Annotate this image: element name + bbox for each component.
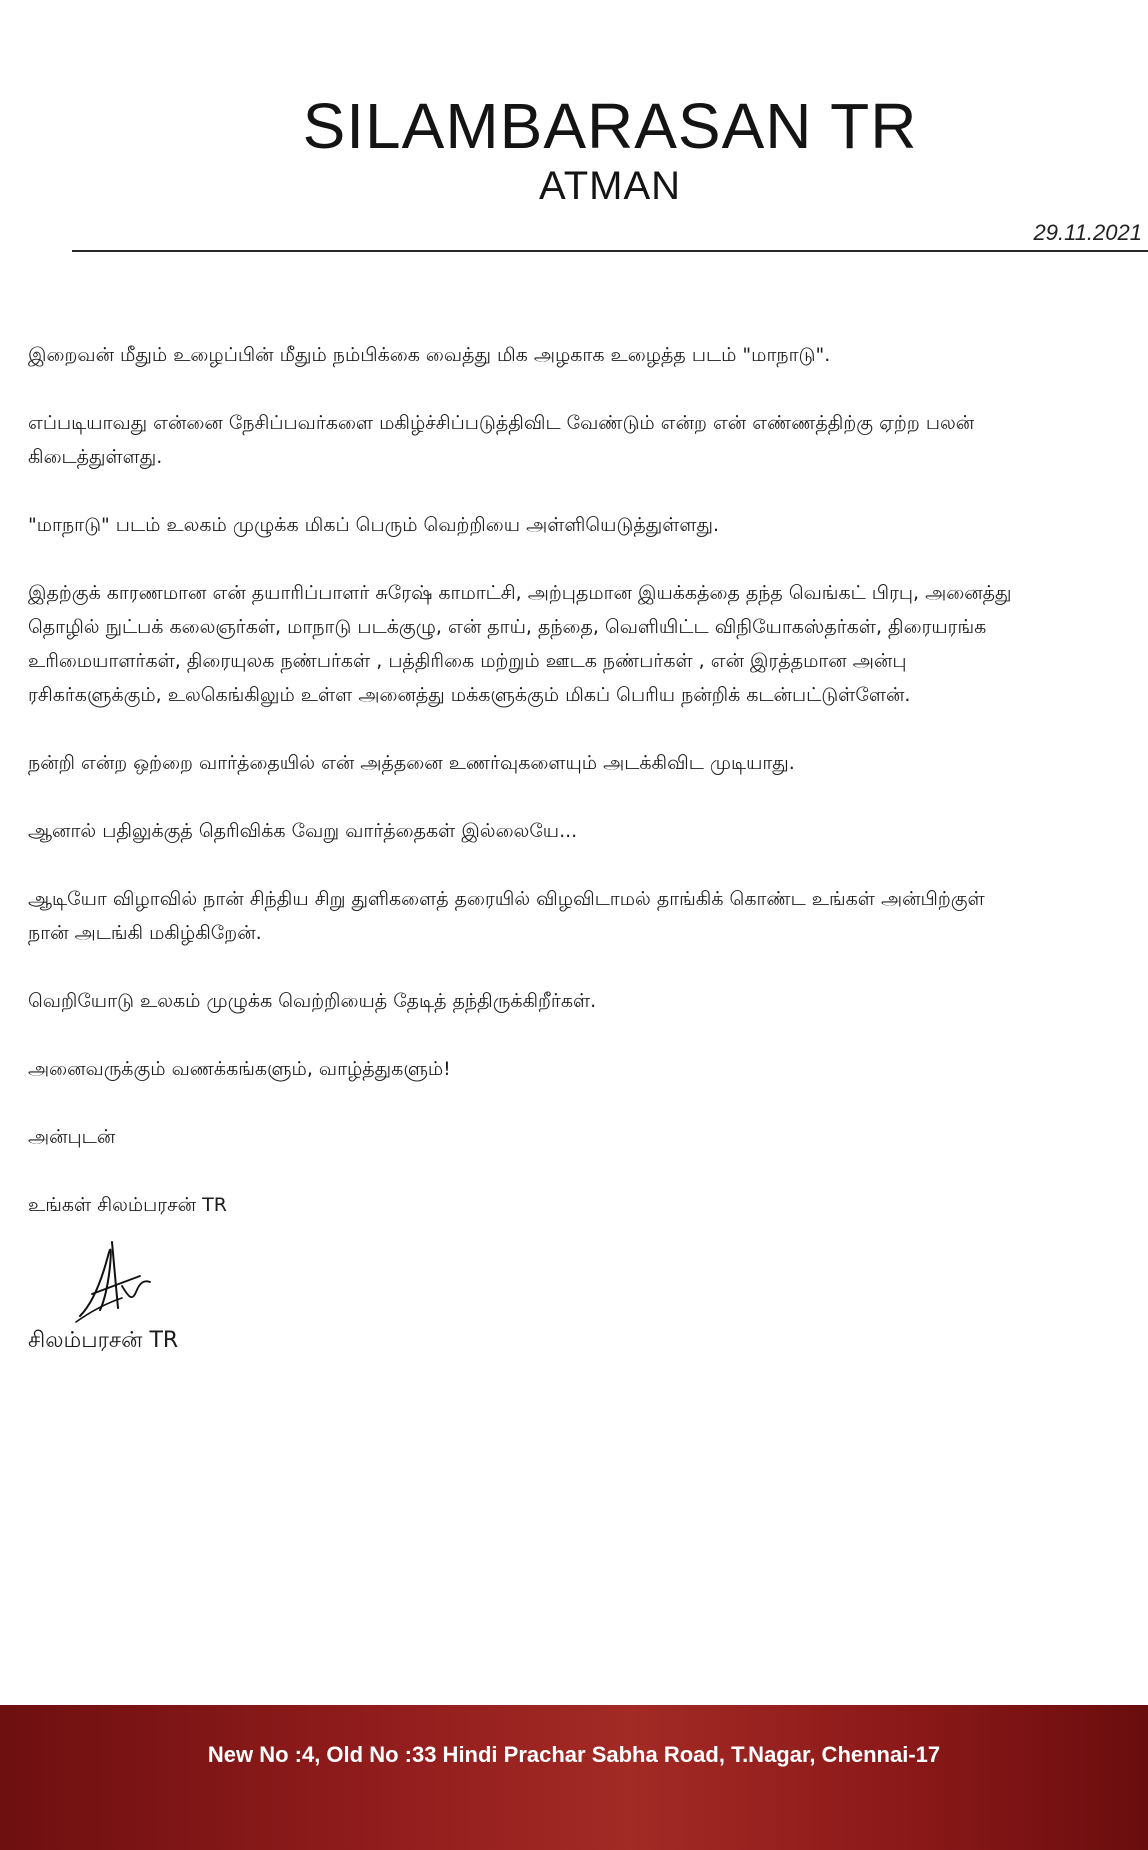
paragraph-line: கிடைத்துள்ளது. xyxy=(28,446,163,468)
paragraph xyxy=(28,406,1148,474)
paragraph-line: நான் அடங்கி மகிழ்கிறேன். xyxy=(28,922,262,944)
closing: அன்புடன் xyxy=(28,1126,116,1148)
letter-body xyxy=(28,338,1148,1222)
footer-band xyxy=(0,1705,1148,1850)
paragraph-line: இறைவன் மீதும் உழைப்பின் மீதும் நம்பிக்கை வைத்து மிக அழகாக உழைத்த படம் "மாநாடு". xyxy=(28,344,831,366)
paragraph xyxy=(28,338,1148,372)
paragraph xyxy=(28,984,1148,1018)
letterhead-name: SILAMBARASAN TR xyxy=(302,90,918,162)
paragraph-line: அனைவருக்கும் வணக்கங்களும், வாழ்த்துகளும்! xyxy=(28,1058,451,1080)
paragraph xyxy=(28,746,1148,780)
paragraph-line: வெறியோடு உலகம் முழுக்க வெற்றியைத் தேடித் தந்திருக்கிறீர்கள். xyxy=(28,990,597,1012)
paragraph-line: ரசிகர்களுக்கும், உலகெங்கிலும் உள்ள அனைத்து மக்களுக்கும் மிகப் பெரிய நன்றிக் கடன்பட்டுள்ளேன். xyxy=(28,684,911,706)
paragraph xyxy=(28,814,1148,848)
header-divider xyxy=(72,250,1148,252)
paragraph-line: இதற்குக் காரணமான என் தயாரிப்பாளர் சுரேஷ் காமாட்சி, அற்புதமான இயக்கத்தை தந்த வெங்கட் பிரபு, அனைத்து xyxy=(28,582,1012,604)
paragraph-line: எப்படியாவது என்னை நேசிப்பவர்களை மகிழ்ச்சிப்படுத்திவிட வேண்டும் என்ற என் எண்ணத்திற்கு ஏற்ற பலன் xyxy=(28,412,975,434)
paragraph-line: உரிமையாளர்கள், திரையுலக நண்பர்கள் , பத்திரிகை மற்றும் ஊடக நண்பர்கள் , என் இரத்தமான அன்பு xyxy=(28,650,907,672)
paragraph-line: ஆடியோ விழாவில் நான் சிந்திய சிறு துளிகளைத் தரையில் விழவிடாமல் தாங்கிக் கொண்ட உங்கள் அன்பிற்குள் xyxy=(28,888,985,910)
footer-address: New No :4, Old No :33 Hindi Prachar Sabha Road, T.Nagar, Chennai-17 xyxy=(207,1742,941,1767)
letterhead-subtitle: ATMAN xyxy=(538,164,682,208)
paragraph-line: நன்றி என்ற ஒற்றை வார்த்தையில் என் அத்தனை உணர்வுகளையும் அடக்கிவிட முடியாது. xyxy=(28,752,795,774)
paragraph xyxy=(28,882,1148,950)
signature-name: சிலம்பரசன் TR xyxy=(28,1328,179,1353)
paragraph xyxy=(28,508,1148,542)
paragraph-line: ஆனால் பதிலுக்குத் தெரிவிக்க வேறு வார்த்தைகள் இல்லையே... xyxy=(28,820,578,842)
paragraph-line: "மாநாடு" படம் உலகம் முழுக்க மிகப் பெரும் வெற்றியை அள்ளியெடுத்துள்ளது. xyxy=(28,514,720,536)
paragraph-line: தொழில் நுட்பக் கலைஞர்கள், மாநாடு படக்குழு, என் தாய், தந்தை, வெளியிட்ட விநியோகஸ்தர்கள், திரையரங்க xyxy=(28,616,987,638)
letter-date: 29.11.2021 xyxy=(1033,220,1142,245)
closing-signature-text: உங்கள் சிலம்பரசன் TR xyxy=(28,1194,227,1216)
paragraph xyxy=(28,576,1148,712)
handwritten-signature xyxy=(70,1236,170,1326)
paragraph xyxy=(28,1052,1148,1086)
